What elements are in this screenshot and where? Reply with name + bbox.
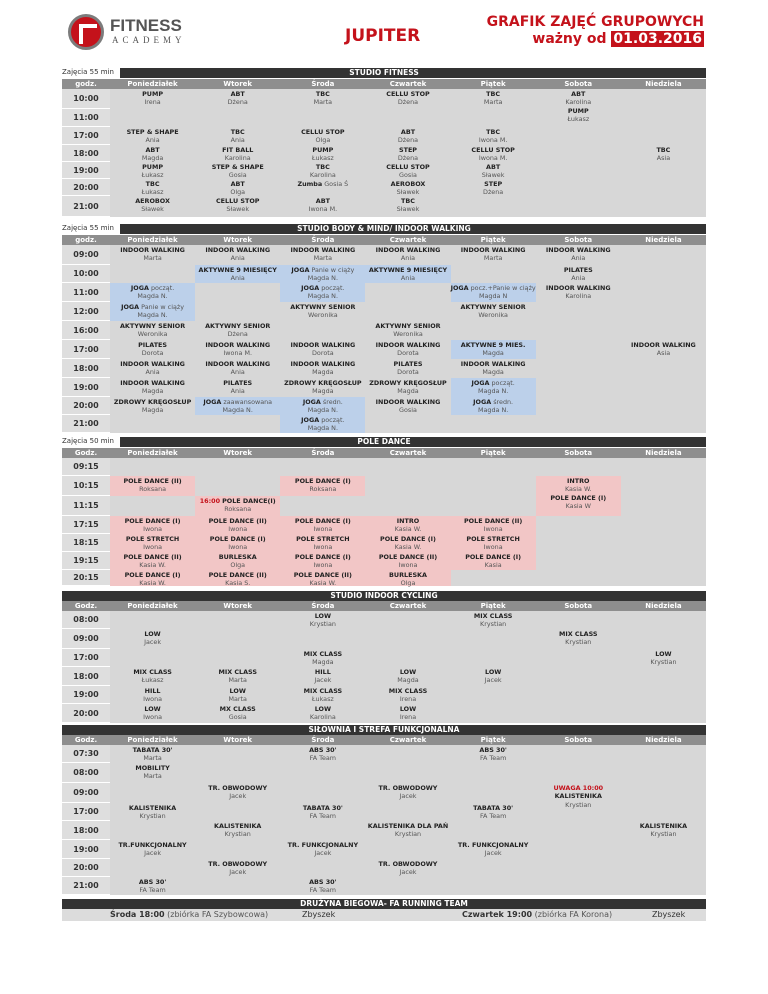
- schedule-title: GRAFIK ZAJĘĆ GRUPOWYCH ważny od 01.03.2016: [486, 14, 704, 47]
- section-header: Zajęcia 55 min STUDIO FITNESS: [62, 68, 706, 78]
- days-header: godz. Poniedziałek Wtorek Środa Czwartek Piątek Sobota Niedziela: [62, 235, 706, 245]
- cycling-grid: 08:00 LOW Krystian MIX CLASS Krystian 09:00 LOW Jacek MIX CLASS Krystian 17:00 MIX CLASS Magda LOW Krystian 18:00 MIX CLASS Łukasz MIX CLASS Marta HILL Jacek LOW Magda LOW Jacek 19:00 HILL Iwona LOW Marta MIX CLASS Łukasz MIX CLASS Irena 20:00 LOW Iwona MX CLASS Gosia LOW Karolina LOW Irena: [62, 611, 706, 723]
- poledance-grid: 09:15 10:15 POLE DANCE (II) Roksana POLE DANCE (I) Roksana INTRO Kasia W. POLE DANCE (I) Kasia W 11:15 16:00 POLE DANCE(I) Roksana 17:15 POLE DANCE (I) Iwona POLE DANCE (II) Iwona POLE DANCE (I) Iwona INTRO Kasia W. POLE DANCE (II) Iwona 18:15 POLE STRETCH Iwona POLE DANCE (I) Iwona POLE STRETCH Iwona POLE DANCE (I) Kasia W. POLE STRETCH Iwona 19:15 POLE DANCE (II) Kasia W. BURLESKA Olga POLE DANCE (I) Iwona POLE DANCE (II) Iwona POLE DANCE (I) Kasia 20:15 POLE DANCE (I) Kasia W. POLE DANCE (II) Kasia S. POLE DANCE (II) Kasia W. BURLESKA Olga: [62, 458, 706, 586]
- days-header: Godz. Poniedziałek Wtorek Środa Czwartek Piątek Sobota Niedziela: [62, 735, 706, 745]
- section-header: SIŁOWNIA I STREFA FUNKCJONALNA: [62, 725, 706, 735]
- fitness-grid: 10:00 PUMP Irena ABT Dżena TBC Marta CELLU STOP Dżena TBC Marta ABT Karolina PUMP Łukasz 11:00 17:00 STEP & SHAPE Ania TBC Ania CELLU STOP Olga ABT Dżena TBC Iwona M. 18:00 ABT Magda FIT BALL Karolina PUMP Łukasz STEP Dżena CELLU STOP Iwona M. TBC Asia 19:00 PUMP Łukasz STEP & SHAPE Gosia TBC Karolina CELLU STOP Gosia ABT Sławek 20:00 TBC Łukasz ABT Olga Zumba Gosia Ś AEROBOX Sławek STEP Dżena 21:00 AEROBOX Sławek CELLU STOP Sławek ABT Iwona M. TBC Sławek: [62, 89, 706, 217]
- bodymind-grid: 09:00 INDOOR WALKING Marta INDOOR WALKING Ania INDOOR WALKING Marta INDOOR WALKING Ania INDOOR WALKING Marta INDOOR WALKING Ania 10:00 AKTYWNE 9 MIESIĘCY Ania JOGA Panie w ciąży Magda N. AKTYWNE 9 MIESIĘCY Ania PILATES Ania 11:00 JOGA począt. Magda N. JOGA począt. Magda N. JOGA pocz.+Panie w ciąży Magda N INDOOR WALKING Karolina 12:00 JOGA Panie w ciąży Magda N. AKTYWNY SENIOR Weronika AKTYWNY SENIOR Weronika 16:00 AKTYWNY SENIOR Weronika AKTYWNY SENIOR Dżena AKTYWNY SENIOR Weronika 17:00 PILATES Dorota INDOOR WALKING Iwona M. INDOOR WALKING Dorota INDOOR WALKING Dorota AKTYWNE 9 MIES. Magda INDOOR WALKING Asia 18:00 INDOOR WALKING Ania INDOOR WALKING Ania INDOOR WALKING Magda PILATES Dorota INDOOR WALKING Magda 19:00 INDOOR WALKING Magda PILATES Ania ZDROWY KRĘGOSŁUP Magda ZDROWY KRĘGOSŁUP Magda JOGA począt. Magda N. 20:00 ZDROWY KRĘGOSŁUP Magda JOGA zaawansowana Magda N. JOGA średn. Magda N. INDOOR WALKING Gosia JOGA średn. Magda N. 21:00 JOGA począt. Magda N.: [62, 245, 706, 433]
- section-header: Zajęcia 55 min STUDIO BODY & MIND/ INDOOR WALKING: [62, 224, 706, 234]
- running-team: Środa 18:00 (zbiórka FA Szybowcowa) Zbyszek Czwartek 19:00 (zbiórka FA Korona) Zbyszek: [62, 909, 706, 921]
- footer-title: DRUŻYNA BIEGOWA- FA RUNNING TEAM: [62, 899, 706, 909]
- location-title: JUPITER: [345, 26, 421, 46]
- days-header: godz. Poniedziałek Wtorek Środa Czwartek Piątek Sobota Niedziela: [62, 79, 706, 89]
- logo: [68, 14, 104, 50]
- brand-sub: ACADEMY: [112, 35, 186, 45]
- section-header: STUDIO INDOOR CYCLING: [62, 591, 706, 601]
- gym-grid: 07:30 TABATA 30' Marta ABS 30' FA Team ABS 30' FA Team 08:00 MOBILITY Marta 09:00 TR. OBWODOWY Jacek TR. OBWODOWY Jacek UWAGA 10:00 KALISTENIKA Krystian 17:00 KALISTENIKA Krystian TABATA 30' FA Team TABATA 30' FA Team 18:00 KALISTENIKA Krystian KALISTENIKA DLA PAŃ Krystian KALISTENIKA Krystian 19:00 TR.FUNKCJONALNY Jacek TR. FUNKCJONALNY Jacek TR. FUNKCJONALNY Jacek 20:00 TR. OBWODOWY Jacek TR. OBWODOWY Jacek 21:00 ABS 30' FA Team ABS 30' FA Team: [62, 745, 706, 895]
- days-header: Godz. Poniedziałek Wtorek Środa Czwartek Piątek Sobota Niedziela: [62, 601, 706, 611]
- section-header: Zajęcia 50 min POLE DANCE: [62, 437, 706, 447]
- days-header: Godz. Poniedziałek Wtorek Środa Czwartek Piątek Sobota Niedziela: [62, 448, 706, 458]
- brand-name: FITNESS: [110, 16, 182, 35]
